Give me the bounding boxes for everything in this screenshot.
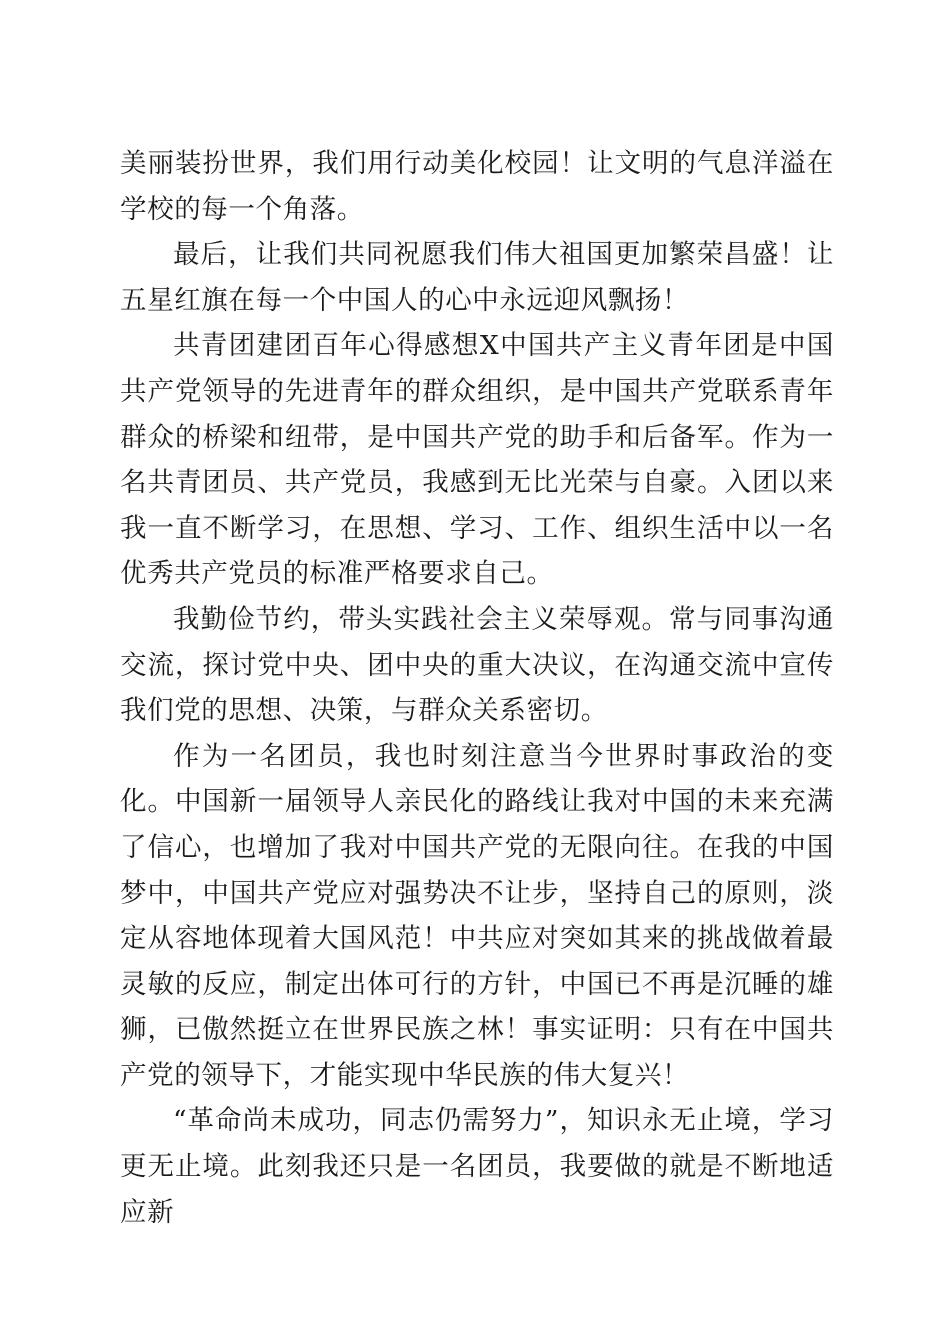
- paragraph-thrift: 我勤俭节约，带头实践社会主义荣辱观。常与同事沟通交流，探讨党中央、团中央的重大决议，在沟通交流中宣传我们党的思想、决策，与群众关系密切。: [120, 603, 834, 727]
- paragraph-revolution-quote: “革命尚未成功，同志仍需努力”，知识永无止境，学习更无止境。此刻我还只是一名团员，我要做的就是不断地适应新: [120, 1105, 834, 1228]
- document-body: [120, 141, 834, 1235]
- paragraph-league-intro: 共青团建团百年心得感想X中国共产主义青年团是中国共产党领导的先进青年的群众组织，是中国共产党联系青年群众的桥梁和纽带，是中国共产党的助手和后备军。作为一名共青团员、共产党员，我感到无比光荣与自豪。入团以来我一直不断学习，在思想、学习、工作、组织生活中以一名优秀共产党员的标准严格要求自己。: [120, 330, 834, 590]
- paragraph-closing-wish: 最后，让我们共同祝愿我们伟大祖国更加繁荣昌盛！让五星红旗在每一个中国人的心中永远迎风飘扬！: [120, 239, 834, 316]
- paragraph-current-affairs: 作为一名团员，我也时刻注意当今世界时事政治的变化。中国新一届领导人亲民化的路线让我对中国的未来充满了信心，也增加了我对中国共产党的无限向往。在我的中国梦中，中国共产党应对强势决不让步，坚持自己的原则，淡定从容地体现着大国风范！中共应对突如其来的挑战做着最灵敏的反应，制定出体可行的方针，中国已不再是沉睡的雄狮，已傲然挺立在世界民族之林！事实证明：只有在中国共产党的领导下，才能实现中华民族的伟大复兴！: [120, 740, 834, 1091]
- paragraph-continued: 美丽装扮世界，我们用行动美化校园！让文明的气息洋溢在学校的每一个角落。: [120, 148, 834, 225]
